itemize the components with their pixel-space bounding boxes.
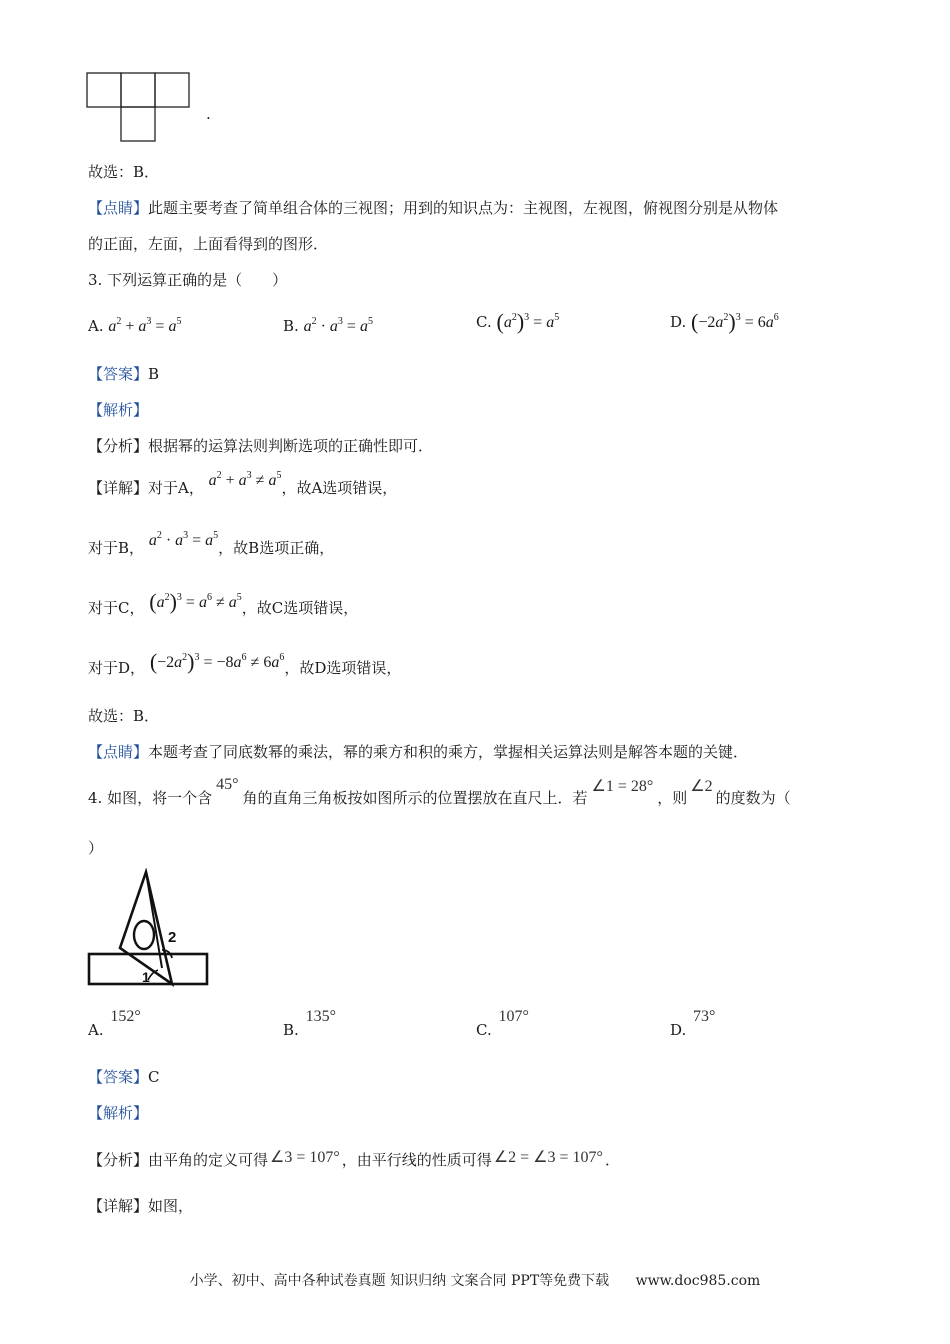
fenxi-text: ． [604,1151,620,1169]
q4-option-b [283,1006,336,1039]
q3-stem: 3. 下列运算正确的是（ ） [88,271,288,289]
comment-line-top-2: 的正面，左面，上面看得到的图形． [88,235,329,253]
answer-label: 【答案】 [88,365,149,383]
detail-text: ，故B选项正确， [218,539,335,557]
option-label: C. [476,313,492,331]
fenxi-math: ∠3 = 107° [270,1149,340,1166]
option-label: D. [670,313,687,331]
q4-option-a [88,1006,141,1039]
detail-text: 对于D， [88,659,146,677]
detail-text: ，故C选项错误， [241,599,359,617]
q4-angle-45: 45° [216,776,239,793]
detail-text: ，故A选项错误， [281,479,398,497]
detail-text: 如图， [148,1197,194,1215]
q4-analysis-label: 【解析】 [88,1104,149,1122]
comment-text: 本题考查了同底数幂的乘法，幂的乘方和积的乘方，掌握相关运算法则是解答本题的关键． [148,743,749,761]
q4-angle-1: ∠1 = 28° [591,778,654,795]
answer-value: C [148,1068,160,1086]
footer-text: 小学、初中、高中各种试卷真题 知识归纳 文案合同 PPT等免费下载 [189,1273,610,1289]
comment-line-top-1 [88,198,778,218]
fenxi-text: 根据幂的运算法则判断选项的正确性即可． [148,437,434,455]
q3-option-d-formula: $(-2a^2)^3 = 6a^6$ [691,309,779,334]
option-value: 107° [498,1008,529,1025]
detail-text: 对于B， [88,539,145,557]
q3-detail-b [88,530,335,559]
q3-fenxi [88,436,433,456]
fig-label-1: 1 [142,969,150,985]
q3-option-d [670,309,779,334]
option-label: B. [283,317,299,335]
top-view-figure [86,72,194,144]
choose-line-top: 故选：B． [88,163,160,181]
set-square [120,872,172,984]
stem-text: 的度数为（ [715,789,791,807]
q3-detail-c [88,589,359,619]
stem-text: ，则 [657,789,688,807]
q4-answer [88,1067,160,1087]
stem-text: 角的直角三角板按如图所示的位置摆放在直尺上．若 [242,789,588,807]
fenxi-text: 由平角的定义可得 [148,1151,269,1169]
footer-url[interactable]: www.doc985.com [635,1273,761,1289]
q4-stem [88,776,791,809]
option-value: 152° [110,1008,141,1025]
detail-label: 【详解】 [88,1197,149,1215]
q4-detail [88,1196,193,1216]
answer-label: 【答案】 [88,1068,149,1086]
comment-text: 此题主要考查了简单组合体的三视图；用到的知识点为：主视图，左视图，俯视图分别是从物体 [148,199,779,217]
fenxi-text: ，由平行线的性质可得 [341,1151,492,1169]
q3-detail-d-formula: $(-2a^2)^3 = -8a^6 \ne 6a^6$ [149,649,285,674]
q3-option-c [476,309,560,334]
q4-angle-2: ∠2 [690,778,713,795]
option-label: A. [88,1021,104,1039]
detail-label: 【详解】 [88,479,149,497]
q3-analysis-label: 【解析】 [88,401,149,419]
option-label: B. [283,1021,299,1039]
q3-detail-c-formula: $(a^2)^3 = a^6 \ne a^5$ [149,589,242,614]
option-value: 73° [693,1008,716,1025]
q4-option-c [476,1006,529,1039]
q4-option-d [670,1006,716,1039]
answer-value: B [148,365,160,383]
q4-fenxi [88,1150,620,1171]
q3-option-b-formula: $a^2 \cdot a^3 = a^5$ [303,316,373,335]
option-label: A. [88,317,104,335]
q3-option-b [283,316,373,337]
q3-detail-b-formula: $a^2 \cdot a^3 = a^5$ [148,530,219,549]
q3-detail-d [88,649,402,679]
figure-period: . [206,105,211,123]
q3-detail-a [88,470,398,499]
q3-option-c-formula: $(a^2)^3 = a^5$ [496,309,560,334]
q3-answer [88,364,159,384]
fenxi-label: 【分析】 [88,437,149,455]
page-footer [0,1270,950,1290]
option-value: 135° [305,1008,336,1025]
stem-text: 4. 如图，将一个含 [88,789,213,807]
fenxi-label: 【分析】 [88,1151,149,1169]
comment-label: 【点睛】 [88,743,149,761]
detail-text: 对于C， [88,599,145,617]
fig-label-2: 2 [168,929,177,946]
detail-text: ，故D选项错误， [284,659,402,677]
fenxi-math: ∠2 = ∠3 = 107° [493,1149,603,1166]
q3-comment [88,742,748,762]
option-label: C. [476,1021,492,1039]
q3-detail-a-formula: $a^2 + a^3 \ne a^5$ [208,470,282,489]
comment-label: 【点睛】 [88,199,149,217]
q4-figure [86,868,212,990]
option-label: D. [670,1021,687,1039]
detail-text: 对于A， [148,479,204,497]
q4-stem-close: ） [88,839,104,857]
q3-option-a-formula: $a^2 + a^3 = a^5$ [108,316,182,335]
q3-choose: 故选：B． [88,707,160,725]
q3-option-a [88,316,181,337]
